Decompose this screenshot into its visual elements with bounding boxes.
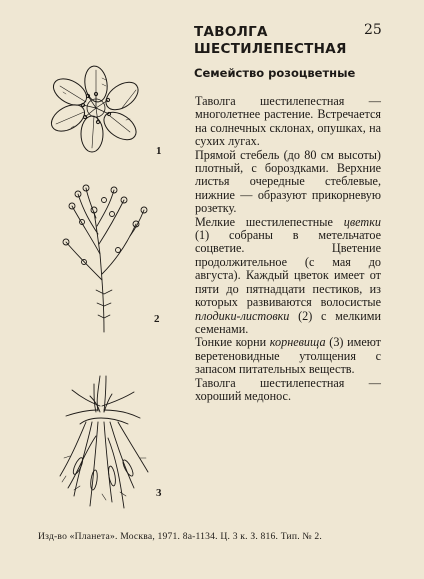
paragraph (195, 336, 381, 376)
italic-term: цветки (343, 214, 381, 229)
text-run: Таволга шестилепестная — многолетнее растение. Встречается на солнечных склонах, опушках, на сухих лугах. (195, 94, 381, 149)
title-line-1: ТАВОЛГА (194, 24, 268, 40)
figure-1-number: 1 (156, 145, 162, 157)
italic-term: плодики-листовки (195, 308, 290, 323)
root-illustration (50, 376, 160, 526)
plant-stem-illustration (52, 184, 162, 334)
italic-term: корневища (269, 335, 326, 350)
text-run: (1) собраны в метельчатое соцветие. Цветение продолжительное (с мая до августа). Каждый цветок имеет от пяти до пятнадцати пестиков, из которых развиваются волосистые (195, 228, 381, 310)
paragraph (195, 95, 381, 149)
text-run: Таволга шестилепестная — хороший медонос. (195, 375, 381, 403)
family-subtitle: Семейство розоцветные (194, 66, 356, 80)
text-run: Мелкие шестилепестные (195, 214, 344, 229)
text-run: Тонкие корни (195, 335, 270, 350)
description-text (195, 95, 381, 403)
paragraph (195, 149, 381, 216)
text-run: Прямой стебель (до 80 см высоты) плотный, с бороздками. Верхние листья очередные стеблевые, нижние — образуют прикорневую розетку. (195, 147, 381, 216)
text-run: (3) имеют веретеновидные утолщения с запасом питательных веществ. (195, 335, 381, 377)
paragraph (195, 377, 381, 404)
publisher-imprint: Изд-во «Планета». Москва, 1971. 8а-1134. Ц. 3 к. З. 816. Тип. № 2. (38, 531, 322, 542)
title-line-2: ШЕСТИЛЕПЕСТНАЯ (194, 41, 347, 57)
figure-3-number: 3 (156, 487, 162, 499)
page-number: 25 (364, 22, 382, 38)
page-title (194, 24, 364, 58)
figure-2-number: 2 (154, 313, 160, 325)
paragraph (195, 216, 381, 337)
text-run: (2) с мелкими семенами. (195, 308, 381, 336)
flower-illustration (36, 60, 166, 170)
